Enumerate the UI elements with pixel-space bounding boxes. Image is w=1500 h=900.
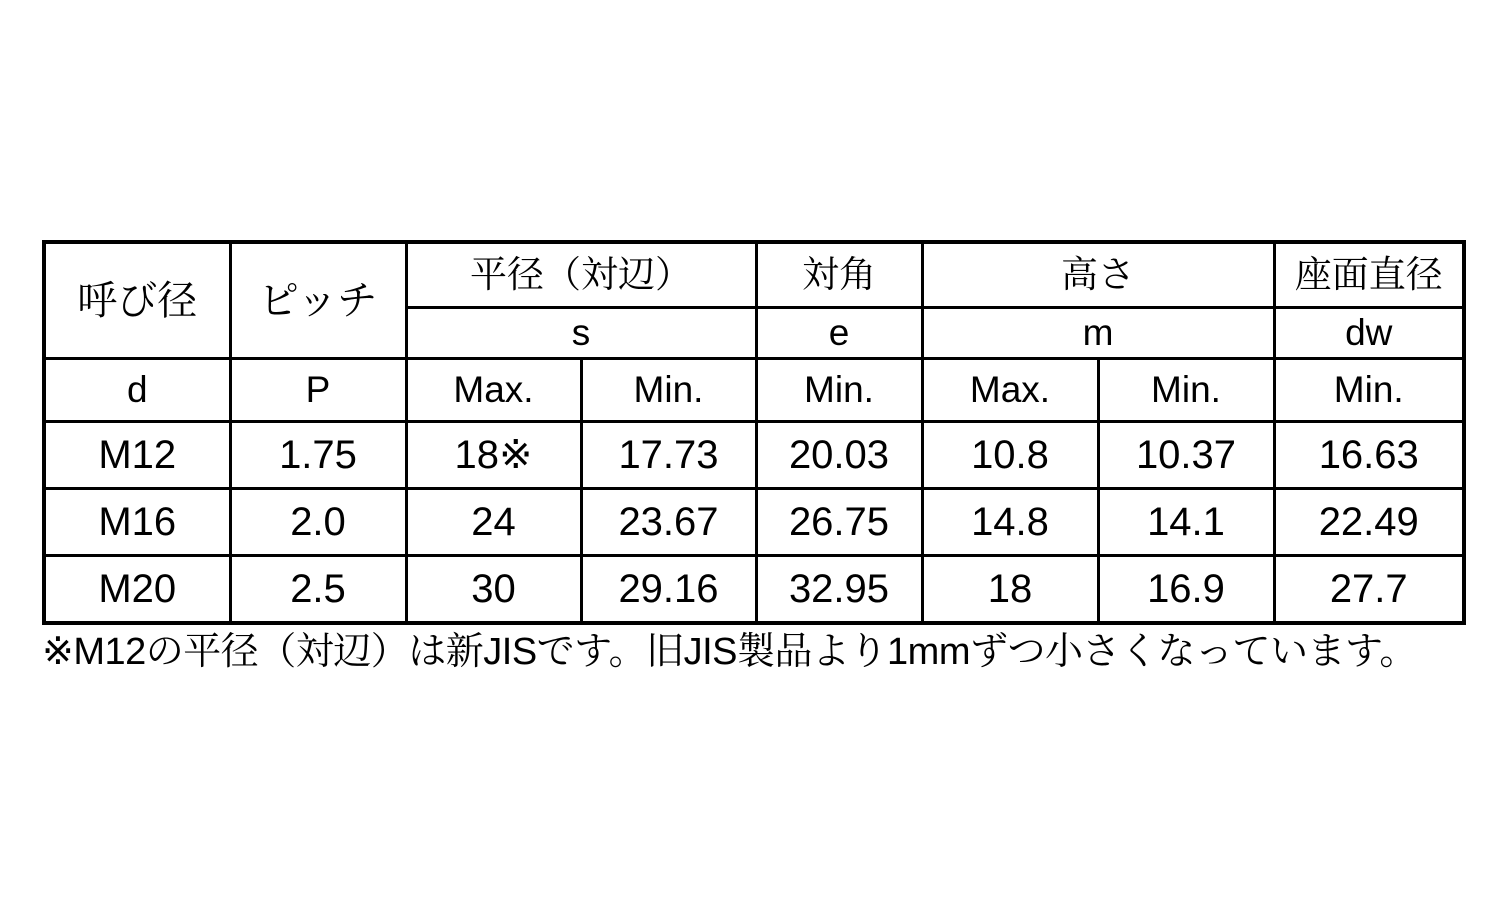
header-height: 高さ <box>922 242 1274 308</box>
e-min-label: Min. <box>756 359 922 422</box>
cell-e-min: 32.95 <box>756 556 922 624</box>
dw-min-label: Min. <box>1274 359 1464 422</box>
header-pitch: ピッチ <box>230 242 406 359</box>
cell-p: 2.5 <box>230 556 406 624</box>
cell-p: 1.75 <box>230 422 406 489</box>
cell-d: M12 <box>44 422 230 489</box>
table-minmax-row <box>44 359 1464 422</box>
header-width-across-corners: 対角 <box>756 242 922 308</box>
cell-s-min: 23.67 <box>581 489 756 556</box>
cell-m-min: 10.37 <box>1098 422 1274 489</box>
symbol-dw: dw <box>1274 308 1464 359</box>
header-bearing-diameter: 座面直径 <box>1274 242 1464 308</box>
m-min-label: Min. <box>1098 359 1274 422</box>
cell-p: 2.0 <box>230 489 406 556</box>
cell-s-max: 18※ <box>406 422 581 489</box>
cell-m-min: 16.9 <box>1098 556 1274 624</box>
spec-table-container <box>42 240 1460 625</box>
cell-m-max: 10.8 <box>922 422 1098 489</box>
cell-d: M16 <box>44 489 230 556</box>
symbol-p: P <box>230 359 406 422</box>
table-row <box>44 556 1464 624</box>
bolt-dimension-table <box>42 240 1466 625</box>
s-min-label: Min. <box>581 359 756 422</box>
cell-s-min: 17.73 <box>581 422 756 489</box>
symbol-s: s <box>406 308 756 359</box>
s-max-label: Max. <box>406 359 581 422</box>
table-row <box>44 489 1464 556</box>
table-row <box>44 422 1464 489</box>
header-nominal-diameter: 呼び径 <box>44 242 230 359</box>
symbol-m: m <box>922 308 1274 359</box>
cell-m-min: 14.1 <box>1098 489 1274 556</box>
cell-e-min: 26.75 <box>756 489 922 556</box>
table-header-group-row <box>44 242 1464 308</box>
table-footnote: ※M12の平径（対辺）は新JISです。旧JIS製品より1mmずつ小さくなっています。 <box>42 631 1417 673</box>
symbol-e: e <box>756 308 922 359</box>
cell-s-min: 29.16 <box>581 556 756 624</box>
cell-m-max: 18 <box>922 556 1098 624</box>
cell-d: M20 <box>44 556 230 624</box>
cell-m-max: 14.8 <box>922 489 1098 556</box>
cell-s-max: 30 <box>406 556 581 624</box>
cell-dw-min: 16.63 <box>1274 422 1464 489</box>
symbol-d: d <box>44 359 230 422</box>
cell-e-min: 20.03 <box>756 422 922 489</box>
header-width-across-flats: 平径（対辺） <box>406 242 756 308</box>
m-max-label: Max. <box>922 359 1098 422</box>
cell-dw-min: 27.7 <box>1274 556 1464 624</box>
cell-s-max: 24 <box>406 489 581 556</box>
cell-dw-min: 22.49 <box>1274 489 1464 556</box>
